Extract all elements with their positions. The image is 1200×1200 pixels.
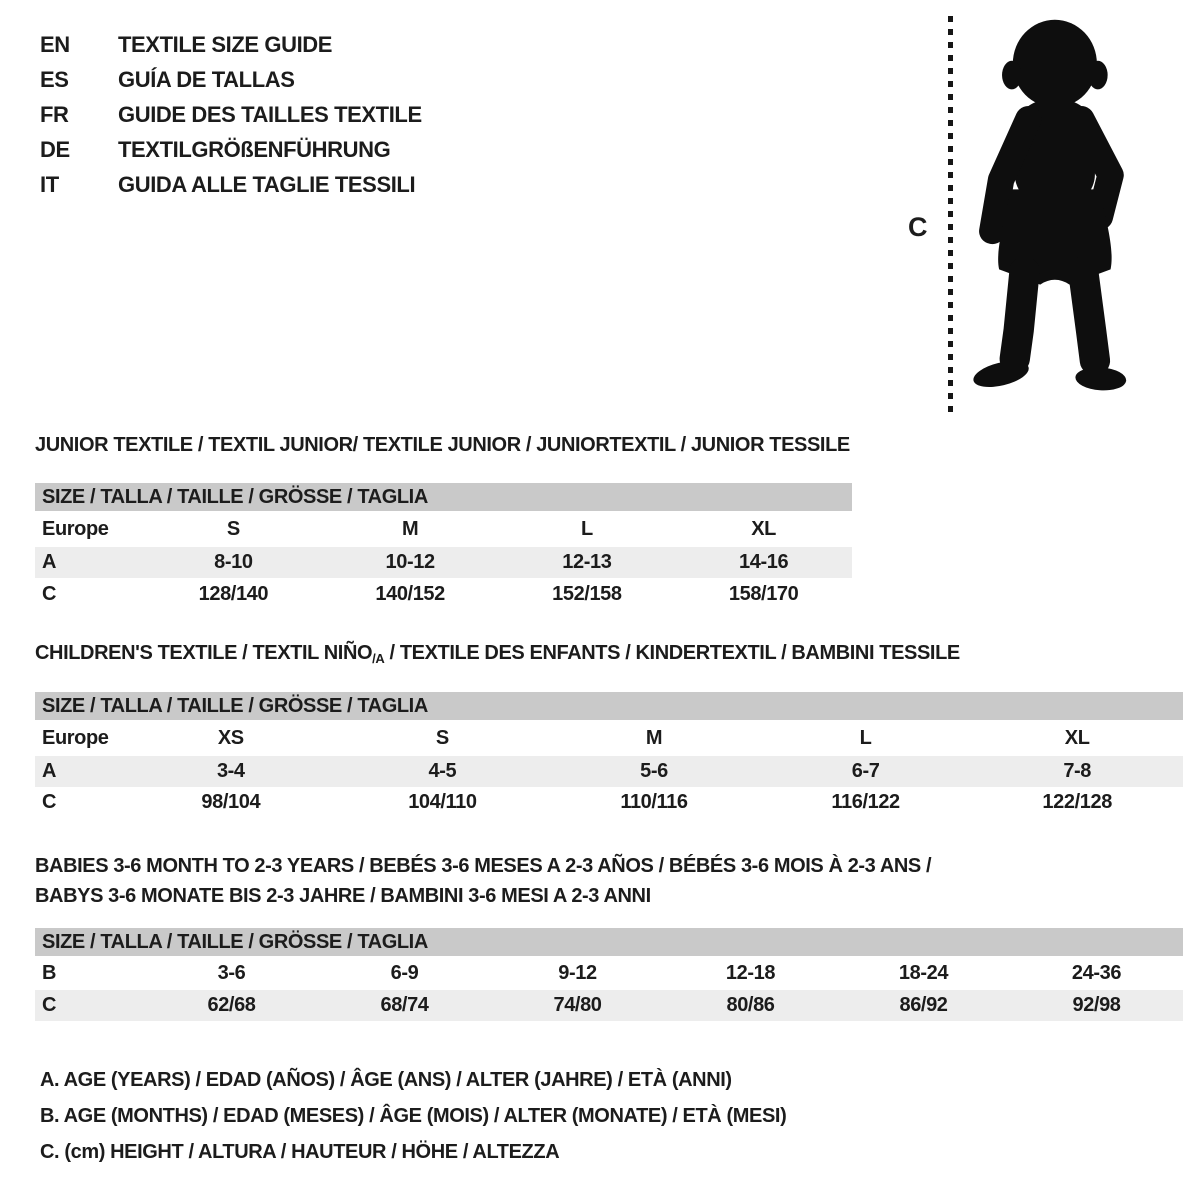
language-code: EN (40, 31, 70, 57)
size-cell: 10-12 (385, 551, 435, 573)
table-row (35, 547, 852, 578)
row-label: C (42, 994, 57, 1016)
size-cell: 92/98 (1072, 994, 1121, 1016)
size-cell: XS (217, 726, 244, 749)
size-cell: 122/128 (1042, 791, 1112, 813)
size-cell: 14-16 (739, 551, 789, 573)
junior-textile-section (35, 434, 852, 611)
title-part: / TEXTILE DES ENFANTS / KINDERTEXTIL / BAMBINI TESSILE (384, 642, 960, 664)
size-cell: 74/80 (553, 994, 602, 1016)
table-row (35, 956, 1183, 990)
row-label: Europe (42, 726, 109, 749)
size-cell: 24-36 (1071, 961, 1122, 984)
size-cell: 5-6 (640, 760, 668, 782)
language-title-list (40, 27, 422, 202)
size-cell: M (401, 517, 419, 540)
title-subscript: /A (372, 651, 385, 666)
language-code: ES (40, 66, 69, 92)
size-cell: 4-5 (428, 760, 457, 782)
measure-c-label: C (908, 212, 928, 242)
size-cell: 8-10 (214, 551, 253, 573)
row-label: A (42, 551, 57, 573)
junior-size-header-bar: SIZE / TALLA / TAILLE / GRÖSSE / TAGLIA (35, 483, 852, 511)
language-title: TEXTILGRÖßENFÜHRUNG (118, 136, 391, 162)
language-title: TEXTILE SIZE GUIDE (118, 31, 333, 57)
language-row (40, 62, 422, 97)
language-row (40, 167, 422, 202)
babies-size-header-bar: SIZE / TALLA / TAILLE / GRÖSSE / TAGLIA (35, 928, 1183, 956)
size-cell: XL (1064, 726, 1090, 749)
language-title: GUIDE DES TAILLES TEXTILE (118, 101, 422, 127)
row-label: A (42, 760, 57, 782)
measurement-legend (40, 1069, 786, 1177)
size-cell: 3-4 (216, 760, 245, 782)
size-cell: S (435, 726, 449, 749)
legend-line-c: C. (cm) HEIGHT / ALTURA / HAUTEUR / HÖHE / ALTEZZA (40, 1141, 560, 1163)
size-cell: 98/104 (201, 791, 261, 813)
babies-textile-section (35, 851, 1183, 1021)
childrens-textile-section (35, 642, 1183, 818)
size-cell: 152/158 (552, 583, 622, 605)
row-label: C (42, 791, 57, 813)
size-cell: L (580, 517, 593, 540)
size-cell: 110/116 (620, 791, 688, 813)
size-cell: M (645, 726, 663, 749)
table-row (35, 756, 1183, 787)
size-cell: 140/152 (375, 583, 445, 605)
size-cell: L (859, 726, 872, 749)
size-cell: 12-13 (562, 551, 612, 573)
size-cell: 86/92 (899, 994, 948, 1016)
size-cell: 158/170 (728, 583, 799, 605)
size-cell: 116/122 (831, 791, 900, 813)
childrens-size-header-bar: SIZE / TALLA / TAILLE / GRÖSSE / TAGLIA (35, 692, 1183, 720)
table-row (35, 511, 852, 547)
size-cell: 62/68 (207, 994, 256, 1016)
language-code: DE (40, 136, 70, 162)
legend-line-a: A. AGE (YEARS) / EDAD (AÑOS) / ÂGE (ANS) / ALTER (JAHRE) / ETÀ (ANNI) (40, 1069, 732, 1091)
table-row (35, 990, 1183, 1021)
row-label: B (42, 961, 57, 984)
size-cell: S (226, 517, 240, 540)
language-row (40, 97, 422, 132)
language-row (40, 132, 422, 167)
size-cell: 128/140 (198, 583, 269, 605)
table-row (35, 720, 1183, 756)
junior-section-title: JUNIOR TEXTILE / TEXTIL JUNIOR/ TEXTILE JUNIOR / JUNIORTEXTIL / JUNIOR TESSILE (35, 434, 850, 456)
childrens-section-title (35, 642, 1183, 664)
table-row (35, 787, 1183, 818)
height-measure-dashed-line (948, 16, 953, 416)
title-part: CHILDREN'S TEXTILE / TEXTIL NIÑO (35, 642, 373, 664)
babies-section-title-line2: BABYS 3-6 MONATE BIS 2-3 JAHRE / BAMBINI 3-6 MESI A 2-3 ANNI (35, 885, 651, 907)
row-label: Europe (42, 517, 109, 540)
size-cell: 9-12 (558, 961, 597, 984)
legend-line-b: B. AGE (MONTHS) / EDAD (MESES) / ÂGE (MOIS) / ALTER (MONATE) / ETÀ (MESI) (40, 1105, 787, 1127)
size-cell: 12-18 (725, 961, 776, 984)
baby-silhouette-icon (960, 16, 1136, 421)
babies-section-title-line1: BABIES 3-6 MONTH TO 2-3 YEARS / BEBÉS 3-6 MESES A 2-3 AÑOS / BÉBÉS 3-6 MOIS À 2-3 ANS / (35, 855, 932, 877)
size-cell: XL (751, 517, 776, 540)
row-label: C (42, 583, 57, 605)
table-row (35, 578, 852, 611)
size-cell: 6-7 (851, 760, 880, 782)
size-cell: 68/74 (380, 994, 429, 1016)
language-row (40, 27, 422, 62)
size-cell: 80/86 (726, 994, 775, 1016)
language-title: GUIDA ALLE TAGLIE TESSILI (118, 171, 416, 197)
size-cell: 104/110 (408, 791, 477, 813)
language-code: IT (40, 171, 59, 197)
size-cell: 3-6 (217, 961, 246, 984)
size-cell: 7-8 (1063, 760, 1092, 782)
language-code: FR (40, 101, 69, 127)
size-cell: 6-9 (390, 961, 419, 984)
size-cell: 18-24 (898, 961, 949, 984)
language-title: GUÍA DE TALLAS (118, 66, 295, 92)
